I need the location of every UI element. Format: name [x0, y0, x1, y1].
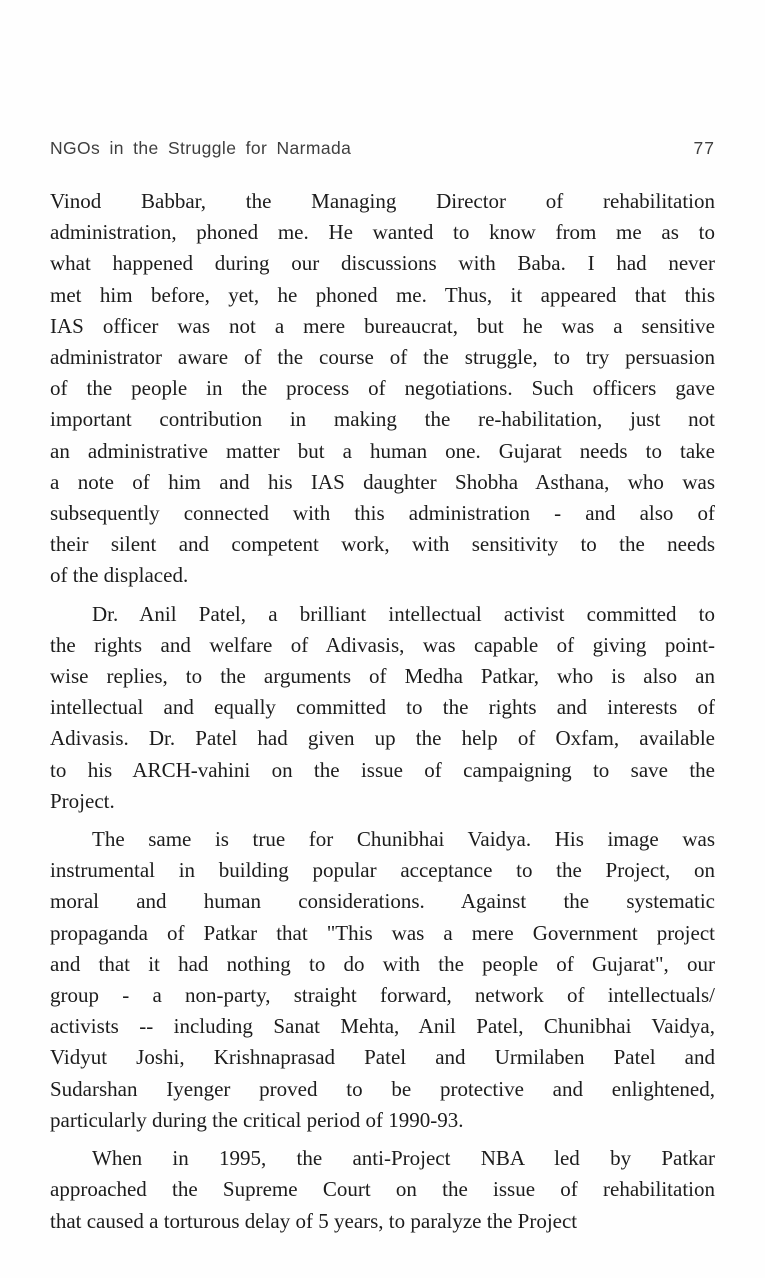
- text-line: subsequently connected with this administration - and also of: [50, 501, 715, 526]
- text-line: of the displaced.: [50, 563, 189, 588]
- text-line: what happened during our discussions with Baba. I had never: [50, 251, 715, 276]
- text-line: When in 1995, the anti-Project NBA led by Patkar: [92, 1146, 715, 1171]
- text-line: Vinod Babbar, the Managing Director of rehabilitation: [50, 189, 715, 213]
- text-line: the rights and welfare of Adivasis, was capable of giving point-: [50, 632, 715, 657]
- text-line: approached the Supreme Court on the issue of rehabilitation: [50, 1177, 715, 1202]
- text-line: Vidyut Joshi, Krishnaprasad Patel and Urmilaben Patel and: [50, 1045, 715, 1070]
- text-line: Dr. Anil Patel, a brilliant intellectual activist committed to: [92, 601, 715, 626]
- text-line: an administrative matter but a human one. Gujarat needs to take: [50, 438, 715, 463]
- text-line: wise replies, to the arguments of Medha Patkar, who is also an: [50, 664, 715, 689]
- page-number: 77: [693, 138, 715, 158]
- text-line: moral and human considerations. Against the systematic: [50, 889, 715, 914]
- text-line: particularly during the critical period of 1990-93.: [50, 1107, 464, 1132]
- page-header: [50, 137, 715, 159]
- text-line: Sudarshan Iyenger proved to be protective and enlightened,: [50, 1076, 715, 1101]
- text-line: instrumental in building popular acceptance to the Project, on: [50, 858, 715, 883]
- text-line: propaganda of Patkar that "This was a mere Government project: [50, 920, 715, 945]
- paragraph: [50, 1143, 715, 1237]
- text-line: a note of him and his IAS daughter Shobha Asthana, who was: [50, 469, 715, 494]
- running-title: NGOs in the Struggle for Narmada: [50, 138, 352, 158]
- text-line: important contribution in making the re-habilitation, just not: [50, 407, 715, 432]
- page-body: [50, 186, 715, 1237]
- text-line: met him before, yet, he phoned me. Thus, it appeared that this: [50, 282, 715, 307]
- text-line: activists -- including Sanat Mehta, Anil Patel, Chunibhai Vaidya,: [50, 1014, 715, 1039]
- text-line: and that it had nothing to do with the people of Gujarat", our: [50, 951, 715, 976]
- paragraph: [50, 599, 715, 817]
- text-line: administrator aware of the course of the struggle, to try persuasion: [50, 345, 715, 370]
- text-line: Project.: [50, 788, 115, 813]
- paragraph: [50, 824, 715, 1136]
- text-line: their silent and competent work, with sensitivity to the needs: [50, 532, 715, 557]
- text-line: IAS officer was not a mere bureaucrat, but he was a sensitive: [50, 313, 715, 338]
- text-line: to his ARCH-vahini on the issue of campaigning to save the: [50, 757, 715, 782]
- paragraph: [50, 186, 715, 592]
- text-line: intellectual and equally committed to the rights and interests of: [50, 695, 715, 720]
- text-line: Adivasis. Dr. Patel had given up the help of Oxfam, available: [50, 726, 715, 751]
- text-line: administration, phoned me. He wanted to know from me as to: [50, 220, 715, 245]
- text-line: group - a non-party, straight forward, network of intellectuals/: [50, 983, 715, 1008]
- text-line: of the people in the process of negotiations. Such officers gave: [50, 376, 715, 401]
- text-line: The same is true for Chunibhai Vaidya. His image was: [92, 827, 715, 852]
- text-line: that caused a torturous delay of 5 years, to paralyze the Project: [50, 1208, 578, 1233]
